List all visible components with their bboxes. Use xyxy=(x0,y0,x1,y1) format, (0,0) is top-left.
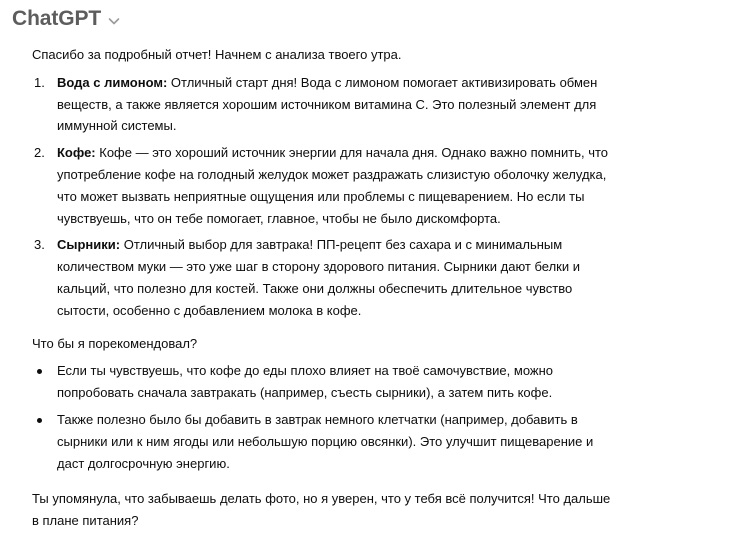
analysis-list xyxy=(32,72,617,322)
point-text: Отличный старт дня! Вода с лимоном помогает активизировать обмен веществ, а также является хорошим источником витамина C. Это полезный элемент для иммунной системы. xyxy=(57,74,598,134)
list-item xyxy=(32,234,617,321)
list-number: 1. xyxy=(34,74,45,90)
recommendation-text: Если ты чувствуешь, что кофе до еды плохо влияет на твоё самочувствие, можно попробовать сначала завтракать (например, съесть сырники), а затем пить кофе. xyxy=(57,363,554,401)
list-item xyxy=(32,72,617,137)
bullet-icon xyxy=(37,418,42,423)
app-title: ChatGPT xyxy=(12,7,102,30)
point-text: Кофе — это хороший источник энергии для начала дня. Однако важно помнить, что употребление кофе на голодный желудок может раздражать слизистую оболочку желудка, что может вызвать неприятные ощущения или проблемы с пищеварением. Но если ты чувствуешь, что он тебе помогает, главное, чтобы не было дискомфорта. xyxy=(57,145,609,226)
recommendation-text: Также полезно было бы добавить в завтрак немного клетчатки (например, добавить в сырники или к ним ягоды или небольшую порцию овсянки). Это улучшит пищеварение и даст долгосрочную энергию. xyxy=(57,411,594,471)
point-title: Кофе: xyxy=(57,145,96,161)
message-intro: Спасибо за подробный отчет! Начнем с анализа твоего утра. xyxy=(32,47,402,62)
list-item xyxy=(32,360,617,404)
recommendation-question: Что бы я порекомендовал? xyxy=(32,335,198,351)
message-closing: Ты упомянула, что забываешь делать фото, но я уверен, что у тебя всё получится! Что дальше в плане питания? xyxy=(32,491,611,529)
chevron-down-icon xyxy=(106,13,122,29)
list-item xyxy=(32,409,617,474)
point-title: Вода с лимоном: xyxy=(57,74,168,90)
list-number: 2. xyxy=(34,145,45,161)
assistant-message xyxy=(32,44,617,532)
point-title: Сырники: xyxy=(57,237,121,253)
list-number: 3. xyxy=(34,237,45,253)
bullet-icon xyxy=(37,369,42,374)
model-selector[interactable] xyxy=(12,7,122,31)
recommendation-list xyxy=(32,360,617,474)
point-text: Отличный выбор для завтрака! ПП-рецепт без сахара и с минимальным количеством муки — это уже шаг в сторону здорового питания. Сырники дают белки и кальций, что полезно для костей. Также они должны обеспечить длительное чувство сытости, особенно с добавлением молока в кофе. xyxy=(57,237,580,318)
list-item xyxy=(32,142,617,229)
